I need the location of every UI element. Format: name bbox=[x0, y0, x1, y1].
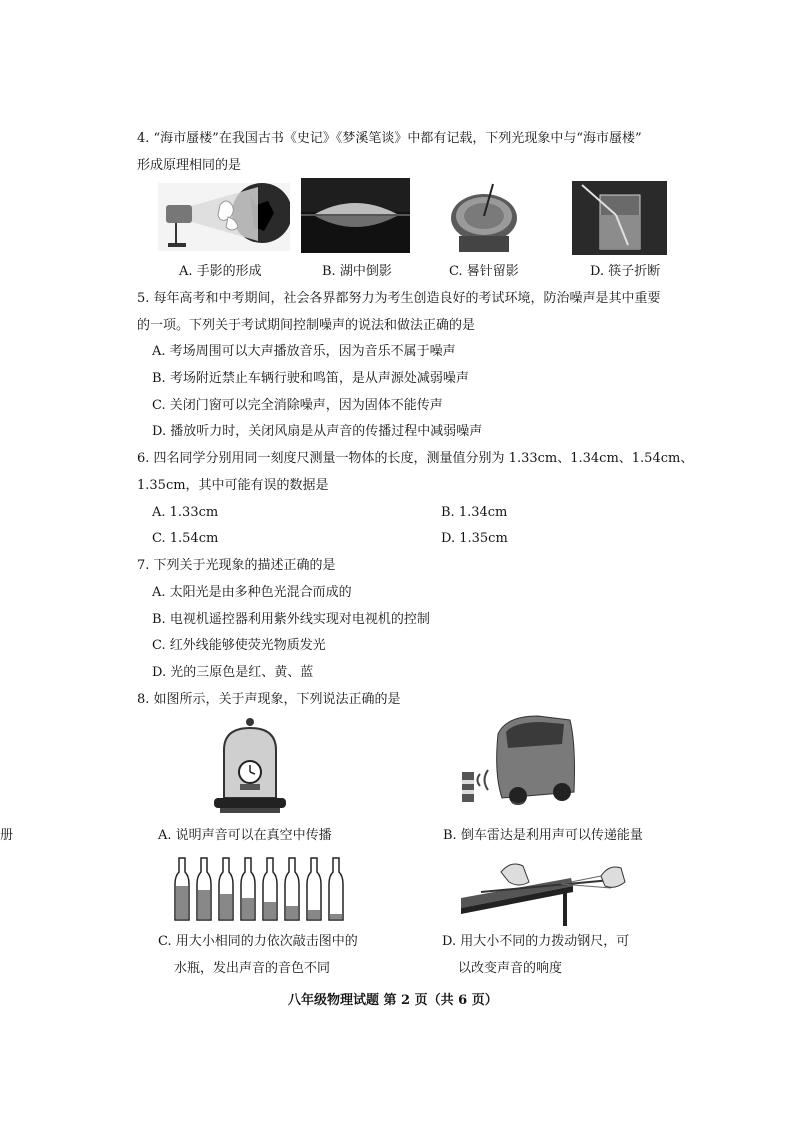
q5-option-a: A. 考场周围可以大声播放音乐，因为音乐不属于噪声 bbox=[152, 344, 456, 359]
q5-option-b: B. 考场附近禁止车辆行驶和鸣笛，是从声源处减弱噪声 bbox=[152, 371, 469, 386]
q8-image-water-bottles bbox=[171, 854, 347, 922]
q4-image-bent-chopstick bbox=[572, 181, 667, 255]
q7-stem: 7. 下列关于光现象的描述正确的是 bbox=[137, 558, 336, 573]
q4-stem-line1: 4. “海市蜃楼”在我国古书《史记》《梦溪笔谈》中都有记载，下列光现象中与“海市蜃楼” bbox=[137, 131, 642, 146]
q7-option-d: D. 光的三原色是红、黄、蓝 bbox=[152, 665, 314, 680]
q4-option-a: A. 手影的形成 bbox=[179, 264, 262, 279]
q8-option-c-line1: C. 用大小相同的力依次敲击图中的 bbox=[158, 934, 358, 949]
q8-image-bell-jar bbox=[208, 716, 292, 816]
q8-option-d-line2: 以改变声音的响度 bbox=[458, 961, 563, 976]
q4-image-hand-shadow bbox=[158, 183, 290, 251]
q8-option-b: B. 倒车雷达是利用声可以传递能量 bbox=[443, 828, 643, 843]
q8-image-reversing-radar bbox=[458, 714, 576, 808]
q7-option-c: C. 红外线能够使荧光物质发光 bbox=[152, 638, 326, 653]
q4-stem-line2: 形成原理相同的是 bbox=[137, 158, 242, 173]
q5-stem-line1: 5. 每年高考和中考期间，社会各界都努力为考生创造良好的考试环境，防治噪声是其中重要 bbox=[137, 291, 661, 306]
q4-image-lake-reflection bbox=[301, 178, 410, 253]
q6-option-d: D. 1.35cm bbox=[441, 531, 508, 546]
q6-option-a: A. 1.33cm bbox=[152, 505, 219, 520]
q7-option-a: A. 太阳光是由多种色光混合而成的 bbox=[152, 585, 352, 600]
q8-image-steel-ruler bbox=[461, 852, 631, 926]
q6-stem-line2: 1.35cm，其中可能有误的数据是 bbox=[137, 478, 329, 493]
q8-stem: 8. 如图所示，关于声现象，下列说法正确的是 bbox=[137, 692, 401, 707]
q6-option-c: C. 1.54cm bbox=[152, 531, 219, 546]
q8-option-a: A. 说明声音可以在真空中传播 bbox=[158, 828, 332, 843]
q4-image-sundial bbox=[447, 180, 522, 255]
q8-option-d-line1: D. 用大小不同的力拨动钢尺，可 bbox=[442, 934, 630, 949]
q4-option-d: D. 筷子折断 bbox=[590, 264, 661, 279]
q6-stem-line1: 6. 四名同学分别用同一刻度尺测量一物体的长度，测量值分别为 1.33cm、1.34cm、1.54cm、 bbox=[137, 451, 694, 466]
q6-option-b: B. 1.34cm bbox=[441, 505, 508, 520]
q7-option-b: B. 电视机遥控器利用紫外线实现对电视机的控制 bbox=[152, 612, 430, 627]
q8-option-c-line2: 水瓶，发出声音的音色不同 bbox=[174, 961, 331, 976]
q5-stem-line2: 的一项。下列关于考试期间控制噪声的说法和做法正确的是 bbox=[137, 318, 476, 333]
q5-option-d: D. 播放听力时，关闭风扇是从声音的传播过程中减弱噪声 bbox=[152, 424, 483, 439]
q4-option-c: C. 晷针留影 bbox=[449, 264, 519, 279]
page-footer: 八年级物理试题 第 2 页（共 6 页） bbox=[288, 993, 498, 1008]
q5-option-c: C. 关闭门窗可以完全消除噪声，因为固体不能传声 bbox=[152, 398, 443, 413]
q4-option-b: B. 湖中倒影 bbox=[322, 264, 392, 279]
margin-fragment: 册 bbox=[0, 828, 14, 843]
